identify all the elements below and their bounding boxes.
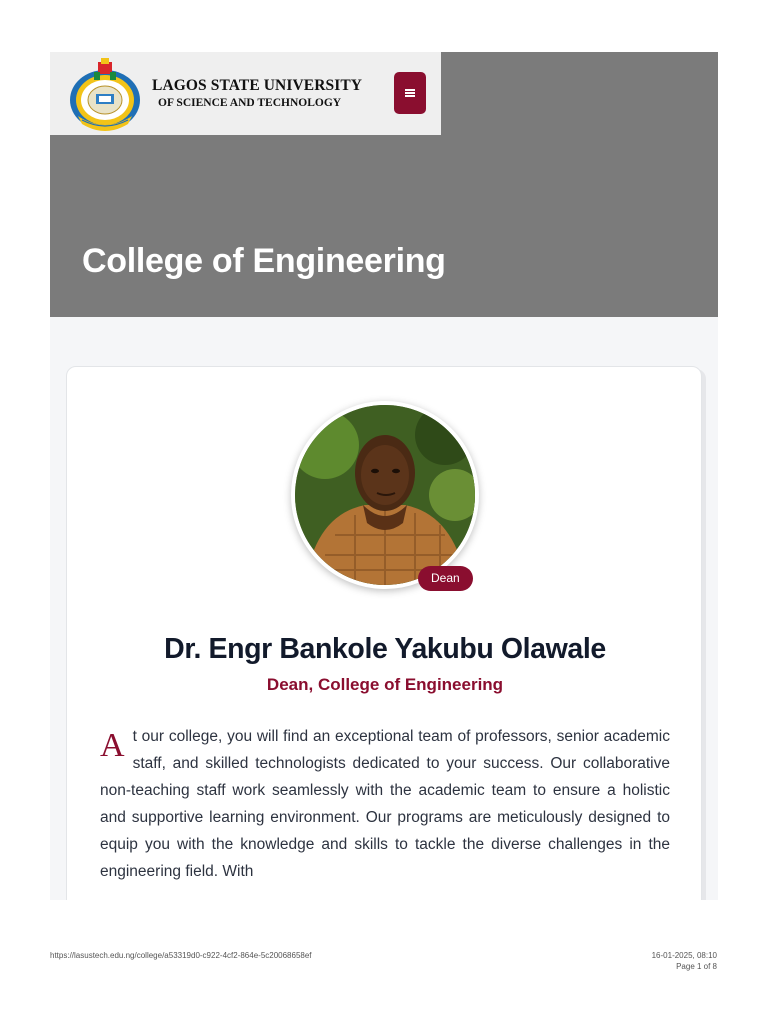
university-subtitle: OF SCIENCE AND TECHNOLOGY: [158, 97, 342, 109]
brand-bar: [50, 52, 441, 135]
dean-avatar: [291, 401, 479, 589]
dean-message: [100, 723, 670, 885]
dean-message-text: t our college, you will find an exceptional team of professors, senior academic staff, and skilled technologists dedicated to your success. Our collaborative non-teaching staff work seamlessly with the academic team to ensure a holistic and supportive learning environment. Our programs are meticulously designed to equip you with the knowledge and skills to tackle the diverse challenges in the engineering field. With: [100, 728, 670, 880]
footer-datetime: 16-01-2025, 08:10: [651, 951, 717, 960]
footer-page-number: Page 1 of 8: [676, 962, 717, 971]
dean-card: [66, 366, 702, 900]
dean-name: Dr. Engr Bankole Yakubu Olawale: [164, 633, 606, 665]
role-badge: Dean: [418, 566, 473, 591]
drop-cap: A: [100, 727, 125, 764]
university-logo[interactable]: [68, 54, 142, 132]
hero-banner: [50, 52, 718, 317]
menu-button[interactable]: [394, 72, 426, 114]
dean-title: Dean, College of Engineering: [266, 675, 504, 694]
footer-url: https://lasustech.edu.ng/college/a53319d0-c922-4cf2-864e-5c20068658ef: [50, 951, 312, 960]
page-frame: [50, 52, 718, 900]
university-name: LAGOS STATE UNIVERSITY: [152, 77, 363, 94]
hamburger-menu-icon: [405, 89, 415, 97]
page-title: College of Engineering: [82, 242, 446, 280]
